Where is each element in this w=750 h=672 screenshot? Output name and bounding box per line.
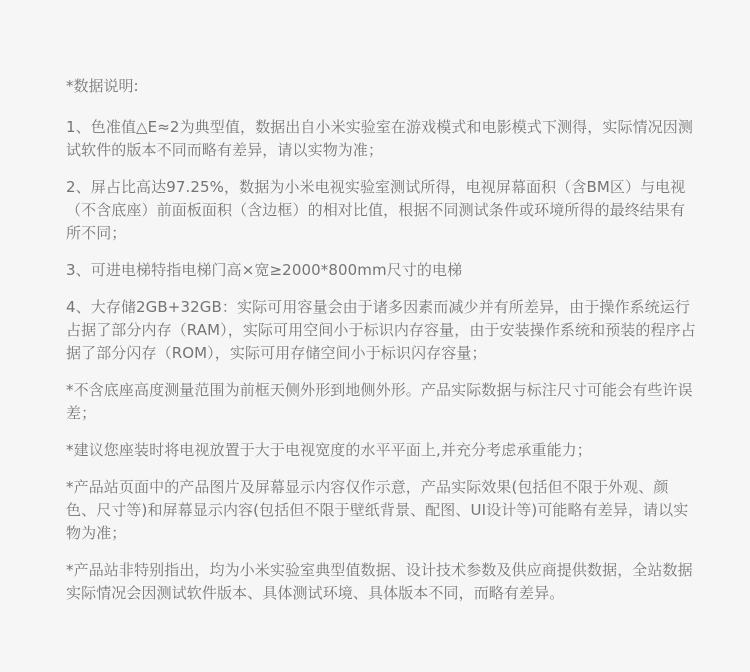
note-item-4: 4、大存储2GB+32GB：实际可用容量会由于诸多因素而减少并有所差异，由于操作系统运行占据了部分内存（RAM），实际可用空间小于标识内存容量，由于安装操作系统和预装的程序占据了部分闪存（ROM），实际可用存储空间小于标识闪存容量； (66, 298, 696, 362)
note-item-8: *产品站非特别指出，均为小米实验室典型值数据、设计技术参数及供应商提供数据，全站数据实际情况会因测试软件版本、具体测试环境、具体版本不同，而略有差异。 (66, 561, 693, 602)
notes-title: *数据说明: (66, 77, 139, 95)
note-item-7: *产品站页面中的产品图片及屏幕显示内容仅作示意，产品实际效果(包括但不限于外观、颜色、尺寸等)和屏幕显示内容(包括但不限于壁纸背景、配图、UI设计等)可能略有差异，请以实物为准； (66, 478, 689, 542)
note-item-6: *建议您座装时将电视放置于大于电视宽度的水平平面上,并充分考虑承重能力； (66, 441, 592, 459)
note-item-2: 2、屏占比高达97.25%，数据为小米电视实验室测试所得，电视屏幕面积（含BM区）与电视（不含底座）前面板面积（含边框）的相对比值，根据不同测试条件或环境所得的最终结果有所不同； (66, 178, 686, 242)
note-item-5: *不含底座高度测量范围为前框天侧外形到地侧外形。产品实际数据与标注尺寸可能会有些许误差； (66, 381, 693, 422)
data-notes-section (66, 74, 696, 619)
note-item-3: 3、可进电梯特指电梯门高×宽≥2000*800mm尺寸的电梯 (66, 261, 463, 279)
note-item-1: 1、色准值△E≈2为典型值，数据出自小米实验室在游戏模式和电影模式下测得，实际情况因测试软件的版本不同而略有差异，请以实物为准； (66, 118, 693, 159)
